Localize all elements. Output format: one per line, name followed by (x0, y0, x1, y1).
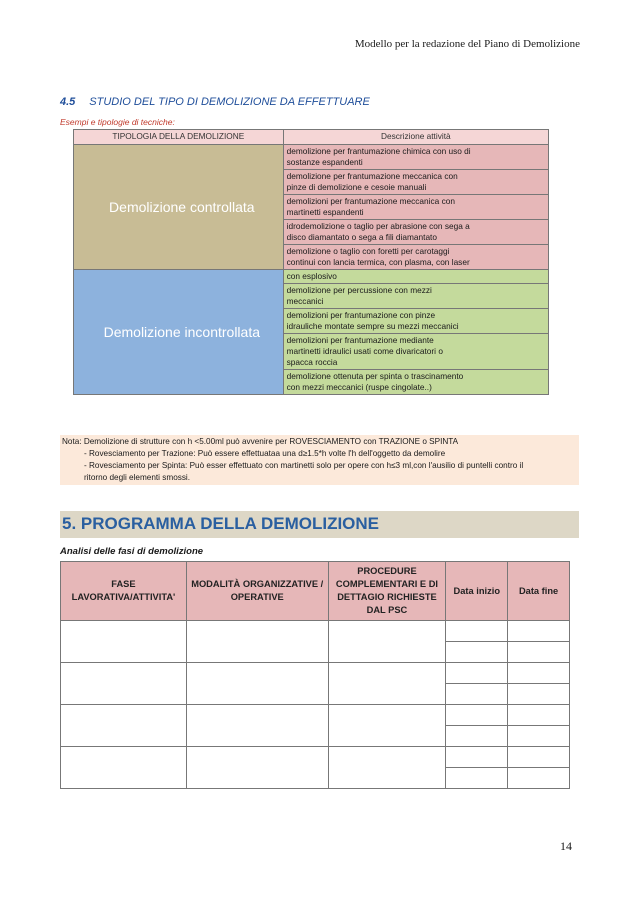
cell-procedure[interactable] (328, 663, 446, 705)
type-incontrollata: Demolizione incontrollata (74, 270, 284, 395)
col-header-procedure: PROCEDURE COMPLEMENTARI E DI DETTAGIO RICHIESTE DAL PSC (328, 562, 446, 621)
table-row (61, 621, 570, 642)
technique-row: demolizione ottenuta per spinta o trascinamento con mezzi meccanici (ruspe cingolate..) (283, 370, 548, 395)
note-line: - Rovesciamento per Trazione: Può essere effettuataa una d≥1.5*h volte l'h dell'oggetto da demolire (84, 449, 446, 458)
cell-data-inizio[interactable] (446, 747, 508, 768)
cell-data-inizio[interactable] (446, 642, 508, 663)
cell-data-inizio[interactable] (446, 705, 508, 726)
table-row (61, 705, 570, 726)
cell-modalita[interactable] (186, 621, 328, 663)
section-number: 4.5 (60, 96, 76, 108)
cell-data-inizio[interactable] (446, 768, 508, 789)
cell-data-fine[interactable] (508, 726, 570, 747)
phases-table (60, 561, 570, 789)
note-line: ritorno degli elementi smossi. (84, 473, 191, 482)
cell-data-inizio[interactable] (446, 684, 508, 705)
cell-fase[interactable] (61, 663, 187, 705)
note-line: Nota: Demolizione di strutture con h <5.00ml può avvenire per ROVESCIAMENTO con TRAZIONE o SPINTA (62, 437, 459, 446)
cell-data-inizio[interactable] (446, 663, 508, 684)
cell-procedure[interactable] (328, 621, 446, 663)
table-row (61, 747, 570, 768)
section-4-5-heading (60, 96, 370, 108)
note-box (60, 435, 579, 485)
technique-row: demolizione o taglio con foretti per carotaggi continui con lancia termica, con plasma, con laser (283, 245, 548, 270)
cell-procedure[interactable] (328, 705, 446, 747)
cell-modalita[interactable] (186, 663, 328, 705)
techniques-table (73, 129, 549, 395)
technique-row: demolizione per percussione con mezzi meccanici (283, 284, 548, 309)
col-header-data-inizio: Data inizio (446, 562, 508, 621)
cell-data-fine[interactable] (508, 747, 570, 768)
page-number: 14 (560, 839, 572, 853)
section-subtitle: Esempi e tipologie di tecniche: (60, 117, 175, 127)
note-line: - Rovesciamento per Spinta: Può esser effettuato con martinetti solo per opere con h≤3 ml,con l'ausilio di puntelli contro il (84, 461, 524, 470)
cell-fase[interactable] (61, 747, 187, 789)
cell-data-fine[interactable] (508, 684, 570, 705)
cell-modalita[interactable] (186, 747, 328, 789)
cell-procedure[interactable] (328, 747, 446, 789)
cell-data-fine[interactable] (508, 621, 570, 642)
section-5-subtitle: Analisi delle fasi di demolizione (60, 546, 204, 557)
cell-data-fine[interactable] (508, 663, 570, 684)
technique-row: demolizioni per frantumazione meccanica con martinetti espandenti (283, 195, 548, 220)
cell-data-fine[interactable] (508, 642, 570, 663)
cell-modalita[interactable] (186, 705, 328, 747)
page-header: Modello per la redazione del Piano di Demolizione (354, 38, 580, 50)
cell-fase[interactable] (61, 621, 187, 663)
col-header-fase: FASE LAVORATIVA/ATTIVITA' (61, 562, 187, 621)
col-header-modalita: MODALITÀ ORGANIZZATIVE / OPERATIVE (186, 562, 328, 621)
col-header-type: TIPOLOGIA DELLA DEMOLIZIONE (74, 130, 284, 145)
section-title: STUDIO DEL TIPO DI DEMOLIZIONE DA EFFETTUARE (89, 96, 370, 108)
technique-row: con esplosivo (283, 270, 548, 284)
type-controllata: Demolizione controllata (74, 145, 284, 270)
technique-row: demolizione per frantumazione chimica con uso di sostanze espandenti (283, 145, 548, 170)
technique-row: demolizioni per frantumazione con pinze idrauliche montate sempre su mezzi meccanici (283, 309, 548, 334)
table-row (61, 663, 570, 684)
col-header-desc: Descrizione attività (283, 130, 548, 145)
cell-data-inizio[interactable] (446, 726, 508, 747)
section-5-heading: 5. PROGRAMMA DELLA DEMOLIZIONE (62, 514, 380, 533)
cell-fase[interactable] (61, 705, 187, 747)
cell-data-inizio[interactable] (446, 621, 508, 642)
cell-data-fine[interactable] (508, 705, 570, 726)
technique-row: demolizione per frantumazione meccanica con pinze di demolizione e cesoie manuali (283, 170, 548, 195)
technique-row: idrodemolizione o taglio per abrasione con sega a disco diamantato o sega a fili diamantato (283, 220, 548, 245)
col-header-data-fine: Data fine (508, 562, 570, 621)
technique-row: demolizioni per frantumazione mediante martinetti idraulici usati come divaricatori o spacca roccia (283, 334, 548, 370)
cell-data-fine[interactable] (508, 768, 570, 789)
